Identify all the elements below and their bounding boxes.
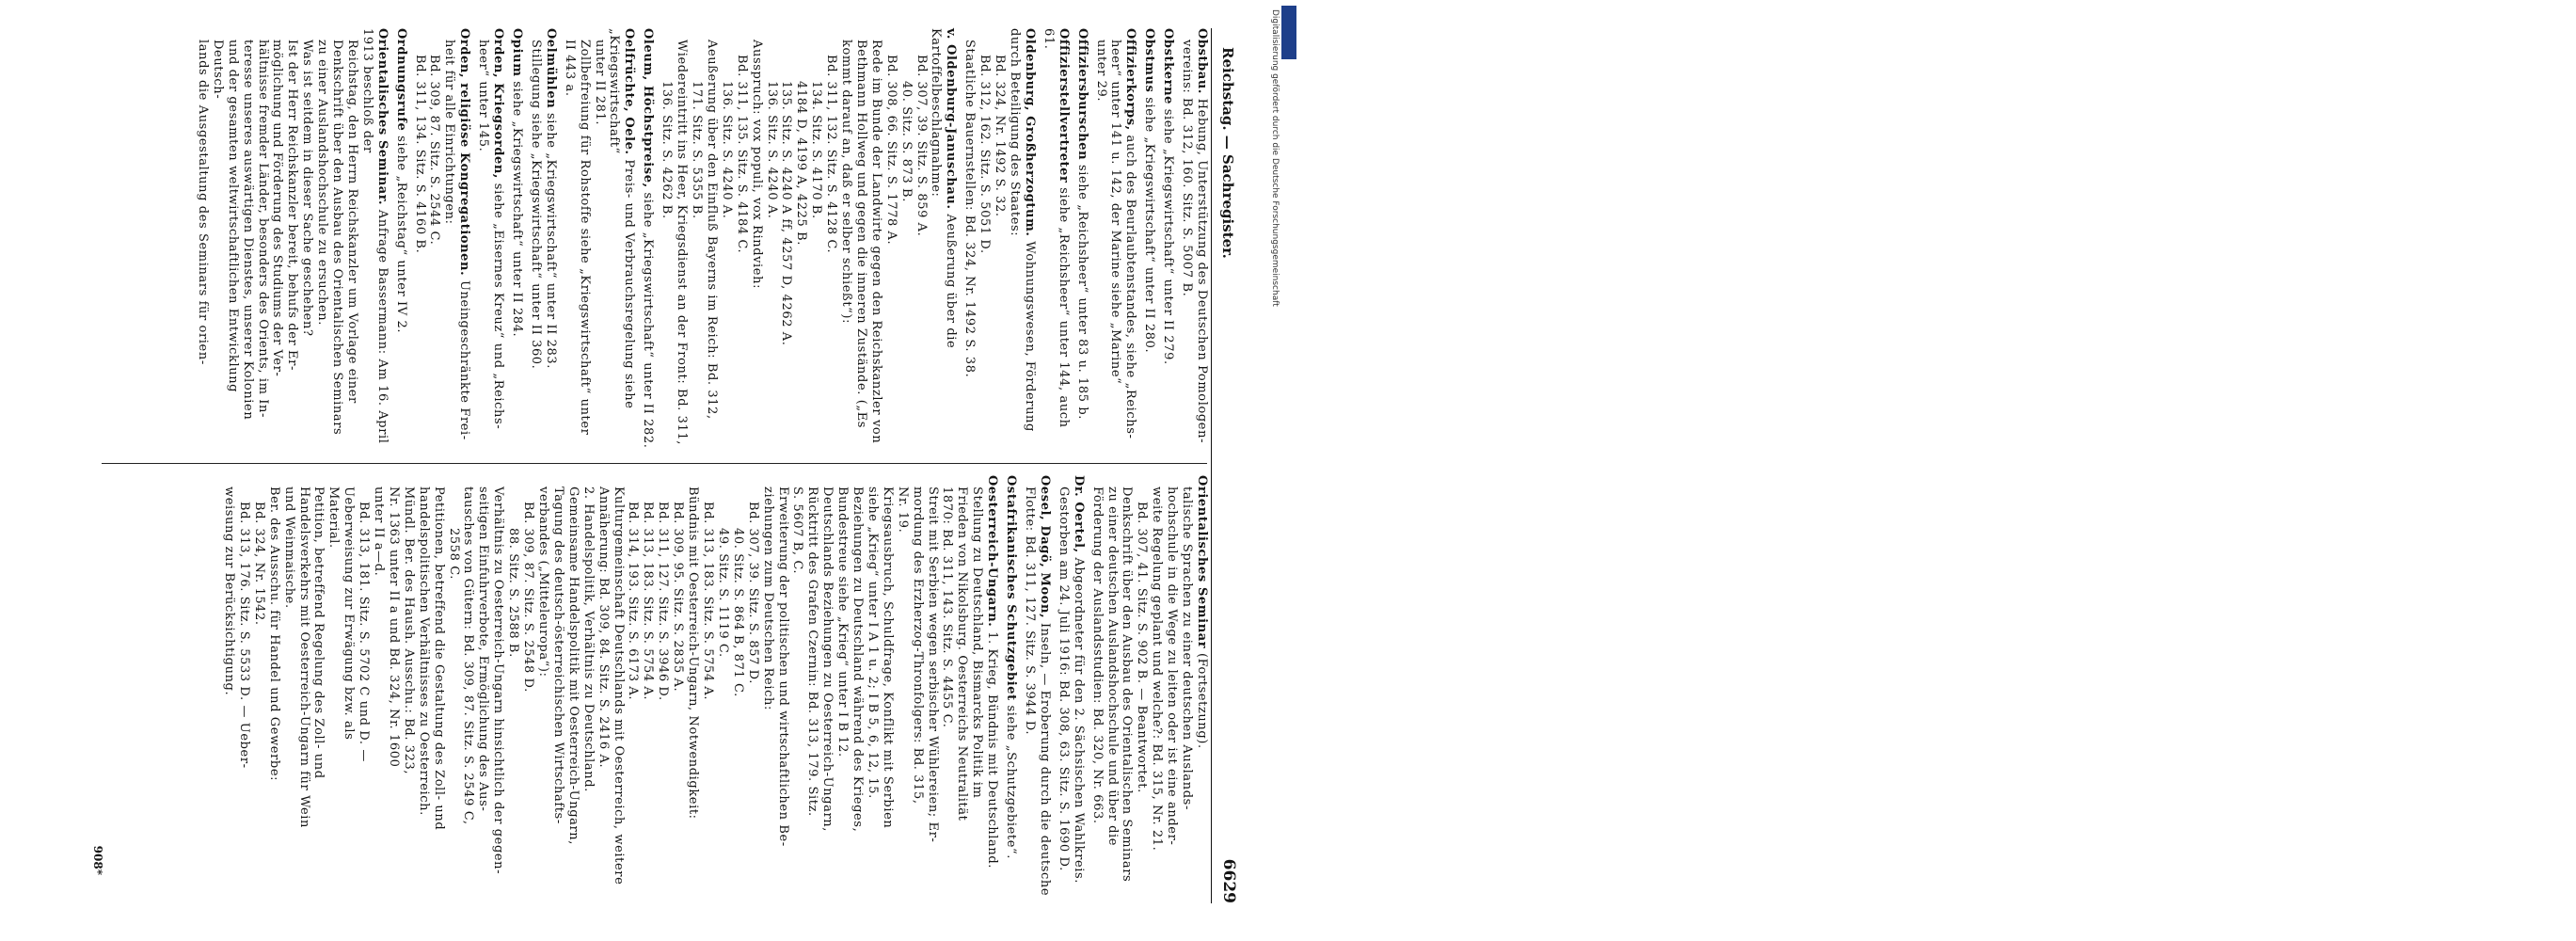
entry-line: Erweiterung der politischen und wirtschaftlichen Be- [775,486,790,847]
entry-line: Mündl. Ber. des Haush. Ausschu.: Bd. 323, [401,486,416,775]
entry-text: Wohnungswesen, Förderung durch Beteiligung des Staates: [1008,28,1037,432]
entry-heading: Orden, Kriegsorden, [491,28,506,180]
entry-line: handelspolitischen Verhältnisses zu Oesterreich. [416,486,431,816]
entry-heading: Oldenburg, Großherzogtum. [1022,28,1037,237]
entry-heading: Offizierstellvertreter [1056,28,1071,183]
entry-line: Flotte: Bd. 311, 127. Sitz. S. 3944 D. [1023,486,1038,736]
entry-line: Ueberweisung zur Erwägung bzw. als [342,486,357,741]
index-entry [1089,475,1209,899]
index-entry [528,28,558,452]
entry-line: Deutschlands Beziehungen zu Oesterreich-Ungarn, [820,486,835,832]
entry-line: 2558 C. [446,528,461,581]
entry-line: Bd. 313, 176. Sitz. S. 5533 D. — Ueber- [236,502,251,769]
entry-line: Bd. 309, 95. Sitz. S. 2835 A. [671,502,686,693]
entry-heading: Opium [510,28,525,77]
entry-heading: Oesel, Dagö, Moon, [1037,475,1052,619]
index-entry [562,28,637,452]
entry-text: siehe „Kriegswirtschaft“ unter II 283. [543,113,558,369]
entry-text: siehe „Reichsheer“ unter 83 u. 185 b. [1074,164,1089,421]
page-number: 6629 [1219,858,1238,903]
entry-text: auch des Beurlaubtenstandes, siehe „Reichs- [1123,135,1138,439]
entry-line: 4184 D, 4199 A, 4225 B. [794,81,809,247]
entry-line: Frieden von Nikolsburg. Oesterreichs Neutralität [955,486,970,821]
entry-line: Stellung zu Deutschland, Bismarcks Politik im [970,486,985,799]
entry-text: Abgeordneter für den 2. Sächsischen Wahlkreis. [1071,557,1086,885]
header-rule [1211,28,1212,903]
entry-line: unter II a—d. [372,486,387,577]
entry-line: Gestorben am 24. Juli 1916: Bd. 308, 63. Sitz. S. 1690 D. [1056,486,1071,871]
entry-heading: Orientalisches Seminar. [374,28,390,206]
entry-line: Kulturgemeinschaft Deutschlands mit Oesterreich, weitere [611,486,626,885]
entry-line: 88. Sitz. S. 2588 B. [506,528,521,658]
entry-line: Bd. 312, 162. Sitz. S. 5051 D. [978,55,993,254]
index-entry [221,475,999,899]
entry-line: Was ist seitdem in dieser Sache geschehen? [300,40,315,337]
entry-line: Denkschrift über den Ausbau des Orientalischen Seminars [1120,486,1135,883]
entry-heading: Oesterreich-Ungarn. [985,475,1000,628]
entry-line: Bd. 308, 66. Sitz. S. 1778 A. [883,55,898,246]
index-entry [1179,28,1209,452]
entry-heading: Oelfrüchte, Oele. [622,28,637,155]
entry-line: 136. Sitz. S. 4240 A. [719,81,734,219]
entry-line: Bd. 309, 87. Sitz. S. 2544 C. [427,55,442,246]
entry-line: mordung des Erzherzog-Thronfolgers: Bd. 315, [910,486,925,805]
entry-line: Bd. 313, 183. Sitz. S. 5754 A. [701,502,715,701]
entry-heading: Dr. Oertel, [1071,475,1086,553]
entry-line: Material. [326,486,342,549]
entry-line: heer“ unter 145. [476,40,491,152]
entry-line: verbandes („Mitteleuropa“): [536,486,551,678]
entry-text: siehe „Kriegswirtschaft“ unter II 280. [1142,97,1157,354]
entry-line: Bd. 324, Nr. 1492 S. 32. [993,55,1008,217]
entry-heading: Oelmühlen [543,28,558,109]
index-entry [509,28,524,452]
entry-line: Bd. 311, 134. Sitz. S. 4160 B. [412,55,427,254]
entry-text: siehe „Kriegswirtschaft“ unter II 282. [641,192,656,449]
entry-line: 1870: Bd. 311, 143. Sitz. S. 4455 C. [940,486,955,728]
entry-line: Streit mit Serbien wegen serbischer Wühlereien; Er- [925,486,940,843]
entry-line: Nr. 1363 unter II a und Bd. 324, Nr. 1600 [386,486,401,768]
entry-line: Bd. 313, 183. Sitz. S. 5754 A. [641,502,656,701]
entry-heading: Orientalisches Seminar [1195,475,1209,649]
entry-heading: Obstbau. [1195,28,1209,95]
index-entry [640,28,655,452]
index-entry [1074,28,1089,452]
entry-line: Förderung der Auslandsstudien: Bd. 320, Nr. 663. [1089,486,1105,824]
entry-line: Bd. 307, 39. Sitz. S. 859 A. [914,55,929,237]
entry-line: 171. Sitz. S. 5355 B. [690,81,704,219]
entry-line: heit für alle Einrichtungen: [442,40,457,225]
index-entry [962,28,1037,452]
entry-line: kommt darauf an, daß er selber schießt“): [839,40,854,325]
index-entry [659,28,958,452]
entry-line: Rede im Bunde der Landwirte gegen den Reichskanzler von [868,40,883,444]
entry-line: tausches von Gütern: Bd. 309, 87. Sitz. S. 2549 C, [461,486,476,825]
entry-line: Rücktritt des Grafen Czernin: Bd. 313, 179. Sitz. [805,486,820,817]
entry-line: Zollbefreiung für Rohstoffe siehe „Kriegswirtschaft“ unter [577,40,592,436]
entry-line: Bethmann Hollweg und gegen die inneren Zustände. („Es [853,40,868,429]
entry-text: siehe „Kriegswirtschaft“ unter II 279. [1161,108,1176,365]
entry-line: weisung zur Berücksichtigung. [222,486,236,696]
entry-line: Nr. 19. [895,486,910,534]
entry-line: 40. Sitz. S. 864 B, 871 C. [730,528,745,697]
entry-line: talische Sprachen zu einer deutschen Auslands- [1180,486,1195,810]
entry-line: Aeußerung über den Einfluß Bayerns im Reich: Bd. 312, [704,40,719,420]
entry-text: Hebung, Unterstützung des Deutschen Pomologen- [1195,98,1209,444]
entry-line: 135. Sitz. S. 4240 A ff, 4257 D, 4262 A. [779,81,794,346]
entry-line: lands die Ausgestaltung des Seminars für orien- [195,40,210,365]
entry-line: Reichstag, den Herrn Reichskanzler um Vorlage einer [344,40,359,404]
entry-line: 49. Sitz. S. 1119 C. [715,528,730,658]
entry-text: Aeußerung über die Kartoffelbeschlagnahme: [929,28,959,349]
entry-text: siehe „Reichstag“ unter IV 2. [393,136,408,334]
index-entry [1022,475,1052,899]
index-entry [412,28,472,452]
index-entry [1003,475,1018,899]
entry-line: Bd. 311, 135. Sitz. S. 4184 C. [734,55,749,254]
entry-line: II 443 a. [562,40,577,97]
entry-line: 2. Handelspolitik, Verhältnis zu Deutschland. [580,486,596,792]
dfg-logo: DFG [1281,6,1296,59]
entry-line: zu einer Auslandshochschule zu ersuchen. [315,40,330,327]
entry-line: Handelsverkehrs mit Oesterreich-Ungarn für Wein [296,486,311,829]
entry-line: Ist der Herr Reichskanzler bereit, behufs der Er- [285,40,300,371]
entry-line: seitigen Einfuhrverbote, Ermöglichung des Aus- [476,486,491,812]
entry-line: unter 29. [1093,40,1108,103]
entry-line: Bd. 313, 181. Sitz. S. 5702 C und D. — [357,502,372,762]
entry-line: und Weinmaische. [281,486,296,609]
entry-line: und der gesamten weltwirtschaftlichen Entwicklung Deutsch- [210,40,240,393]
entry-line: Annäherung: Bd. 309, 84. Sitz. S. 2416 A. [596,486,611,769]
entry-line: weite Regelung geplant und welche?: Bd. 315, Nr. 21. [1150,486,1165,852]
entry-line: ziehungen zum Deutschen Reich: [760,486,775,710]
index-entry [195,28,390,452]
index-entry [1093,28,1138,452]
entry-heading: Offiziersburschen [1074,28,1089,161]
right-column [217,475,1209,899]
entry-heading: Obstkerne [1161,28,1176,104]
page-header [1212,28,1249,903]
index-entry [1041,28,1071,452]
entry-line: teresse unseres auswärtigen Dienstes, unserer Kolonien [240,40,255,421]
entry-line: Kriegsausbruch, Schuldfrage, Konflikt mit Serbien [880,486,895,829]
entry-line: 134. Sitz. S. 4170 B. [809,81,824,219]
entry-text: siehe „Reichsheer“ unter 144, auch 61. [1041,28,1071,428]
entry-text: siehe „Schutzgebiete“. [1004,705,1019,860]
entry-line: Ausspruch: vox populi, vox Rindvieh: [749,40,764,290]
entry-text: Inseln, — Eroberung durch die deutsche [1037,622,1052,897]
signature-mark: 908* [91,845,104,875]
index-entry [1160,28,1175,452]
entry-heading: Obstmus [1142,28,1157,93]
index-entry [393,28,408,452]
entry-text: Preis- und Verbrauchsregelung siehe „Kriegswirtschaft“ [607,28,637,409]
running-title: Reichstag. — Sachregister. [1219,47,1236,259]
entry-line: 136. Sitz. S. 4262 B. [660,81,675,219]
entry-line: Bd. 314, 193. Sitz. S. 6173 A. [626,502,641,701]
entry-line: heer“ unter 141 u. 142, der Marine siehe „Marine“ [1108,40,1123,385]
entry-line: Beziehungen zu Deutschland während des Krieges, [851,486,866,833]
entry-heading: v. Oldenburg-Januschau. [944,28,959,210]
entry-line: Staatliche Bauernstellen: Bd. 324, Nr. 1492 S. 38. [962,40,978,378]
entry-line: Wiedereintritt ins Heer, Kriegsdienst an der Front: Bd. 311, [675,40,690,445]
entry-line: S. 5607 B, C. [790,486,805,575]
entry-heading: Ostafrikanisches Schutzgebiet [1004,475,1019,701]
entry-heading: Orden, religiöse Kongregationen. [457,28,472,277]
entry-line: Bd. 311, 132. Sitz. S. 4128 C. [824,55,839,254]
entry-line: Bündnis mit Oesterreich-Ungarn, Notwendigkeit: [686,486,701,820]
entry-line: hochschule in die Wege zu leiten oder ist eine ander- [1165,486,1180,846]
index-entry [1141,28,1156,452]
entry-line: Gemeinsame Handelspolitik mit Oesterreich-Ungarn, [565,486,580,845]
entry-line: Stillegung siehe „Kriegswirtschaft“ unter II 360. [528,40,543,370]
index-entry [475,28,505,452]
entry-text: siehe „Kriegswirtschaft“ unter II 284. [510,81,525,338]
entry-text: (Fortsetzung). [1195,652,1209,749]
entry-line: Ber. des Ausschu. für Handel und Gewerbe: [266,486,281,782]
entry-line: zu einer deutschen Auslandshochschule und über die [1105,486,1120,847]
entry-text: Anfrage Bassermann: Am 16. April 1913 beschloß der [359,28,390,444]
entry-line: Verhältnis zu Oesterreich-Ungarn hinsichtlich der gegen- [491,486,506,875]
entry-line: unter II 281. [592,40,607,126]
entry-line: Bd. 324, Nr. 1542. [251,502,266,626]
entry-line: hältnisse fremder Länder, besonders des Orients, im In- [255,40,270,418]
entry-text: Uneingeschränkte Frei- [457,279,472,440]
index-entry [1056,475,1086,899]
column-divider [102,463,1207,464]
entry-text: siehe „Eisernes Kreuz“ und „Reichs- [491,183,506,430]
entry-line: Petition, betreffend Regelung des Zoll- und [311,486,326,779]
entry-line: 136. Sitz. S. 4240 A. [764,81,779,219]
entry-line: möglichung und Förderung des Studiums der Ver- [270,40,285,377]
entry-line: Bd. 307, 39. Sitz. S. 857 D. [745,502,760,684]
entry-line: Bd. 309, 87. Sitz. S. 2548 D. [521,502,536,693]
entry-line: Bd. 311, 127. Sitz. S. 3946 D. [656,502,671,701]
entry-heading: Offizierkorps, [1123,28,1138,131]
entry-line: siehe „Krieg“ unter I A 1 u. 2; I B 5, 6, 12, 15. [865,486,880,799]
entry-line: Bundestreue siehe „Krieg“ unter I B 12. [835,486,851,758]
entry-heading: Ordnungsrufe [393,28,408,132]
entry-line: Denkschrift über den Ausbau des Orientalischen Seminars [330,40,345,436]
entry-line: Tagung des deutsch-österreichischen Wirtschafts- [550,486,565,824]
entry-line: Bd. 307, 41. Sitz. S. 902 B. — Beantwortet. [1135,502,1150,793]
entry-line: vereins: Bd. 312, 160. Sitz. S. 5007 B. [1180,40,1195,297]
entry-line: Petitionen, betreffend die Gestaltung des Zoll- und [431,486,446,831]
entry-line: 40. Sitz. S. 873 B. [898,81,914,202]
entry-heading: Oleum, Höchstpreise, [641,28,656,188]
digitization-credit: Digitalisierung gefördert durch die Deutsche Forschungsgemeinschaft [1270,9,1280,307]
entry-text: 1. Krieg, Bündnis mit Deutschland. [985,631,1000,869]
left-column [191,28,1209,452]
